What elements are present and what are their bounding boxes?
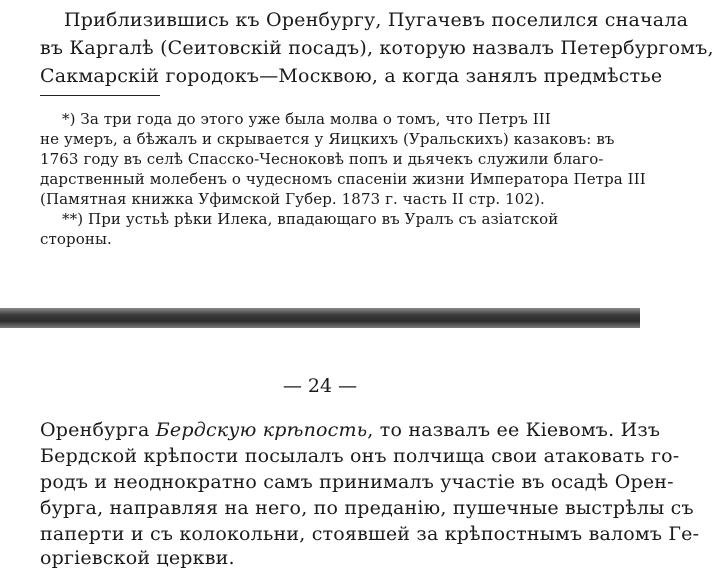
body-line: Бердской крѣпости посылалъ онъ полчища свои атаковать го-	[40, 445, 680, 467]
body-line: бурга, направляя на него, по преданію, пушечные выстрѣлы съ	[40, 497, 694, 519]
page-number: — 24 —	[282, 375, 358, 397]
body-line: паперти и съ колокольни, стоявшей за крѣпостнымъ валомъ Ге-	[40, 523, 700, 545]
body-line: Сакмарскій городокъ—Москвою, а когда занялъ предмѣстье	[40, 65, 663, 87]
body-line: въ Каргалѣ (Сеитовскій посадъ), которую назвалъ Петербургомъ,	[40, 37, 714, 59]
line-prefix: Оренбурга	[40, 419, 156, 441]
italic-emphasis: Бердскую крѣпость	[155, 419, 368, 441]
page-gap-divider	[0, 308, 640, 328]
body-line: Приблизившись къ Оренбургу, Пугачевъ поселился сначала	[64, 9, 689, 31]
footnote-separator-rule	[40, 95, 160, 96]
footnote-line: не умеръ, а бѣжалъ и скрывается у Яицкихъ (Уральскихъ) казаковъ: въ	[40, 130, 615, 148]
footnote-line: дарственный молебенъ о чудесномъ спасеніи жизни Императора Петра III	[40, 170, 646, 188]
footnote-line: 1763 году въ селѣ Спасско-Чесноковѣ попъ и дьячекъ служили благо-	[40, 150, 604, 168]
footnote-line: стороны.	[40, 230, 112, 248]
line-suffix: , то назвалъ ее Кіевомъ. Изъ	[367, 419, 661, 441]
body-line	[40, 418, 660, 442]
footnote-line: (Памятная книжка Уфимской Губер. 1873 г. часть II стр. 102).	[40, 190, 545, 208]
body-line: родъ и неоднократно самъ принималъ участіе въ осадѣ Орен-	[40, 471, 674, 493]
body-line: оргіевской церкви.	[40, 547, 235, 569]
footnote-line: *) За три года до этого уже была молва о томъ, что Петръ III	[62, 110, 551, 128]
footnote-line: **) При устьѣ рѣки Илека, впадающаго въ Уралъ съ азіатской	[62, 210, 559, 228]
